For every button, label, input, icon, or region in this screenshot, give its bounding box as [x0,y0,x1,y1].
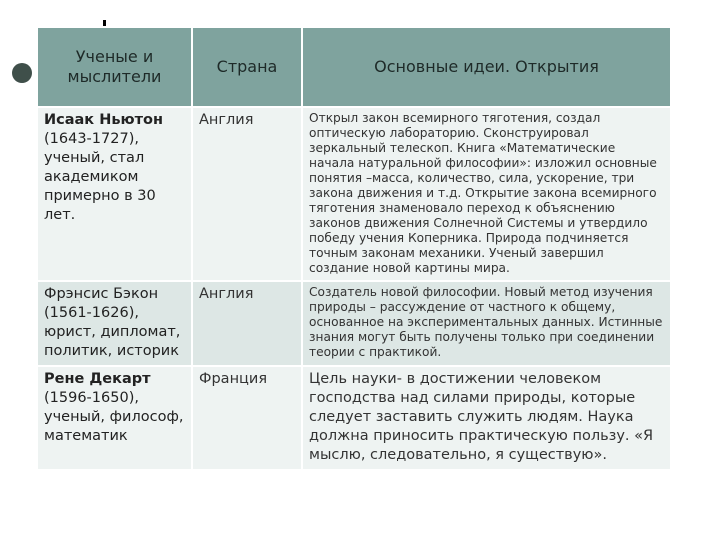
scientist-name: Рене Декарт [44,371,151,387]
scientist-details: (1561-1626), юрист, дипломат, политик, историк [44,305,181,359]
scientists-table [36,26,672,471]
ideas-cell: Создатель новой философии. Новый метод изучения природы – рассуждение от частного к общему, основанное на экспериментальных данных. Истинные знания могут быть получены только при соединении теории с практикой. [302,281,671,366]
scientist-cell [37,281,192,366]
country-cell: Англия [192,281,302,366]
table-header-row [37,27,671,107]
header-ideas: Основные идеи. Открытия [302,27,671,107]
scientist-name: Фрэнсис Бэкон [44,286,159,302]
scientist-name: Исаак Ньютон [44,112,163,128]
table-row [37,366,671,470]
scientist-cell [37,107,192,281]
table-row [37,281,671,366]
table-row [37,107,671,281]
header-country: Страна [192,27,302,107]
bullet-circle-icon [12,63,32,83]
scientist-details: (1643-1727), ученый, стал академиком примерно в 30 лет. [44,131,156,223]
country-cell: Франция [192,366,302,470]
ideas-cell: Цель науки- в достижении человеком господства над силами природы, которые следует заставить служить людям. Наука должна приносить практическую пользу. «Я мыслю, следовательно, я существую». [302,366,671,470]
scientist-cell [37,366,192,470]
header-scientists: Ученые и мыслители [37,27,192,107]
scientist-details: (1596-1650), ученый, философ, математик [44,390,184,444]
country-cell: Англия [192,107,302,281]
ideas-cell: Открыл закон всемирного тяготения, создал оптическую лабораторию. Сконструировал зеркальный телескоп. Книга «Математические начала натуральной философии»: изложил основные понятия –масса, количество, сила, ускорение, три закона движения и т.д. Открытие закона всемирного тяготения знаменовало переход к объяснению законов движения Солнечной Системы и утвердило победу учения Коперника. Природа подчиняется точным законам механики. Ученый завершил создание новой картины мира. [302,107,671,281]
